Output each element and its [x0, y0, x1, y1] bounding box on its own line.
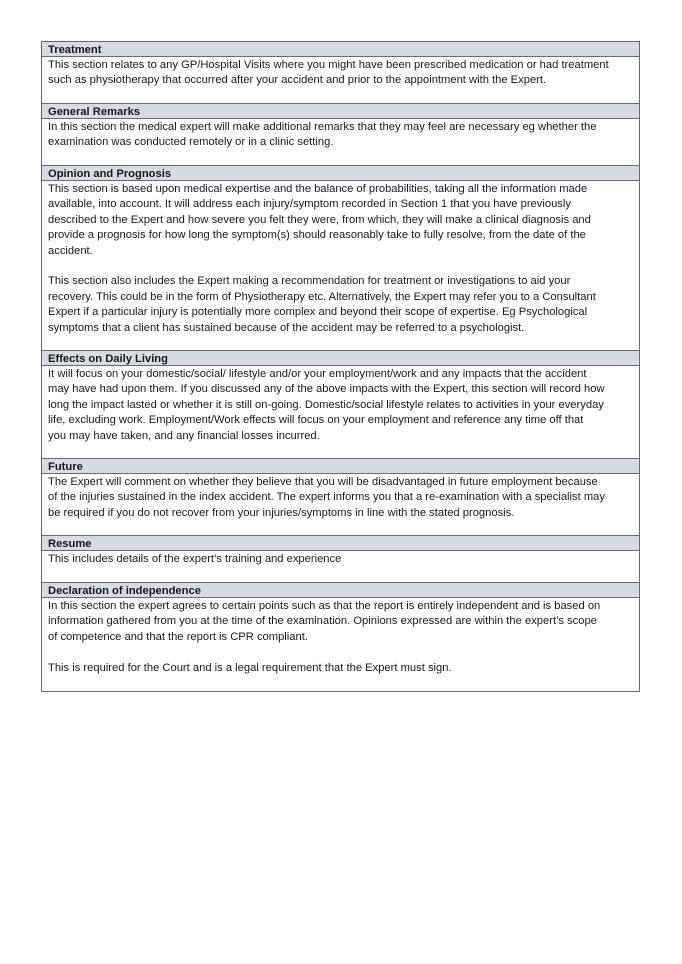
section-declaration — [42, 583, 639, 691]
paragraph — [48, 475, 633, 521]
paragraph — [48, 367, 633, 444]
paragraph — [48, 182, 633, 259]
text-line: life, excluding work. Employment/Work effects will focus on your employment and reference any time off that — [48, 414, 584, 427]
text-line: Expert if a particular injury is potentially more complex and beyond their scope of expertise. Eg Psychological — [48, 306, 588, 319]
text-line: of the injuries sustained in the index accident. The expert informs you that a re-examination with a specialist may — [48, 491, 605, 504]
paragraph — [48, 274, 633, 336]
text-line: symptoms that a client has sustained because of the accident may be referred to a psychologist. — [48, 321, 525, 334]
section-title: Future — [42, 459, 639, 474]
text-line: In this section the medical expert will make additional remarks that they may feel are necessary eg whether the — [48, 121, 597, 133]
text-line: be required if you do not recover from your injuries/symptoms in line with the stated prognosis. — [48, 506, 515, 519]
section-title: Opinion and Prognosis — [42, 166, 639, 181]
text-line: accident. — [48, 244, 93, 257]
section-effects-daily-living — [42, 351, 639, 459]
section-resume — [42, 536, 639, 583]
section-body — [42, 551, 639, 583]
text-line: of competence and that the report is CPR compliant. — [48, 630, 308, 643]
text-line: This is required for the Court and is a legal requirement that the Expert must sign. — [48, 661, 452, 674]
section-body — [42, 57, 639, 104]
text-line: This section relates to any GP/Hospital Visits where you might have been prescribed medication or had treatment — [48, 59, 609, 71]
section-title: General Remarks — [42, 104, 639, 119]
section-body — [42, 181, 639, 351]
info-table — [41, 41, 640, 692]
text-line: long the impact lasted or whether it is still on-going. Domestic/social lifestyle relates to activities in your everyday — [48, 398, 604, 411]
text-line: available, into account. It will address each injury/symptom recorded in Section 1 that you have previously — [48, 198, 571, 211]
text-line: examination was conducted remotely or in a clinic setting. — [48, 136, 334, 149]
text-line: you may have taken, and any financial losses incurred. — [48, 429, 320, 442]
text-line: recovery. This could be in the form of Physiotherapy etc. Alternatively, the Expert may refer you to a Consultant — [48, 290, 596, 303]
text-line: The Expert will comment on whether they believe that you will be disadvantaged in future employment because — [48, 476, 598, 488]
text-line: In this section the expert agrees to certain points such as that the report is entirely independent and is based on — [48, 600, 601, 612]
section-treatment — [42, 42, 639, 104]
section-body — [42, 598, 639, 691]
paragraph — [48, 120, 633, 151]
paragraph — [48, 599, 633, 645]
section-body — [42, 474, 639, 536]
text-line: information gathered from you at the time of the examination. Opinions expressed are within the expert’s scope — [48, 615, 597, 628]
text-line: It will focus on your domestic/social/ lifestyle and/or your employment/work and any impacts that the accident — [48, 368, 587, 380]
text-line: provide a prognosis for how long the symptom(s) should reasonably take to fully resolve, from the date of the — [48, 229, 586, 242]
section-body — [42, 366, 639, 459]
text-line: This includes details of the expert’s training and experience — [48, 553, 342, 565]
section-title: Resume — [42, 536, 639, 551]
text-line: such as physiotherapy that occurred after your accident and prior to the appointment with the Expert. — [48, 74, 547, 87]
paragraph — [48, 58, 633, 89]
section-future — [42, 459, 639, 536]
section-opinion-prognosis — [42, 166, 639, 351]
section-body — [42, 119, 639, 166]
text-line: described to the Expert and how severe you felt they were, from which, they will make a clinical diagnosis and — [48, 213, 591, 226]
text-line: This section is based upon medical expertise and the balance of probabilities, taking all the information made — [48, 183, 588, 195]
section-title: Declaration of independence — [42, 583, 639, 598]
section-title: Effects on Daily Living — [42, 351, 639, 366]
text-line: This section also includes the Expert making a recommendation for treatment or investigations to aid your — [48, 275, 571, 288]
paragraph — [48, 661, 633, 676]
text-line: may have had upon them. If you discussed any of the above impacts with the Expert, this section will record how — [48, 383, 605, 396]
paragraph — [48, 552, 633, 567]
section-general-remarks — [42, 104, 639, 166]
section-title: Treatment — [42, 42, 639, 57]
